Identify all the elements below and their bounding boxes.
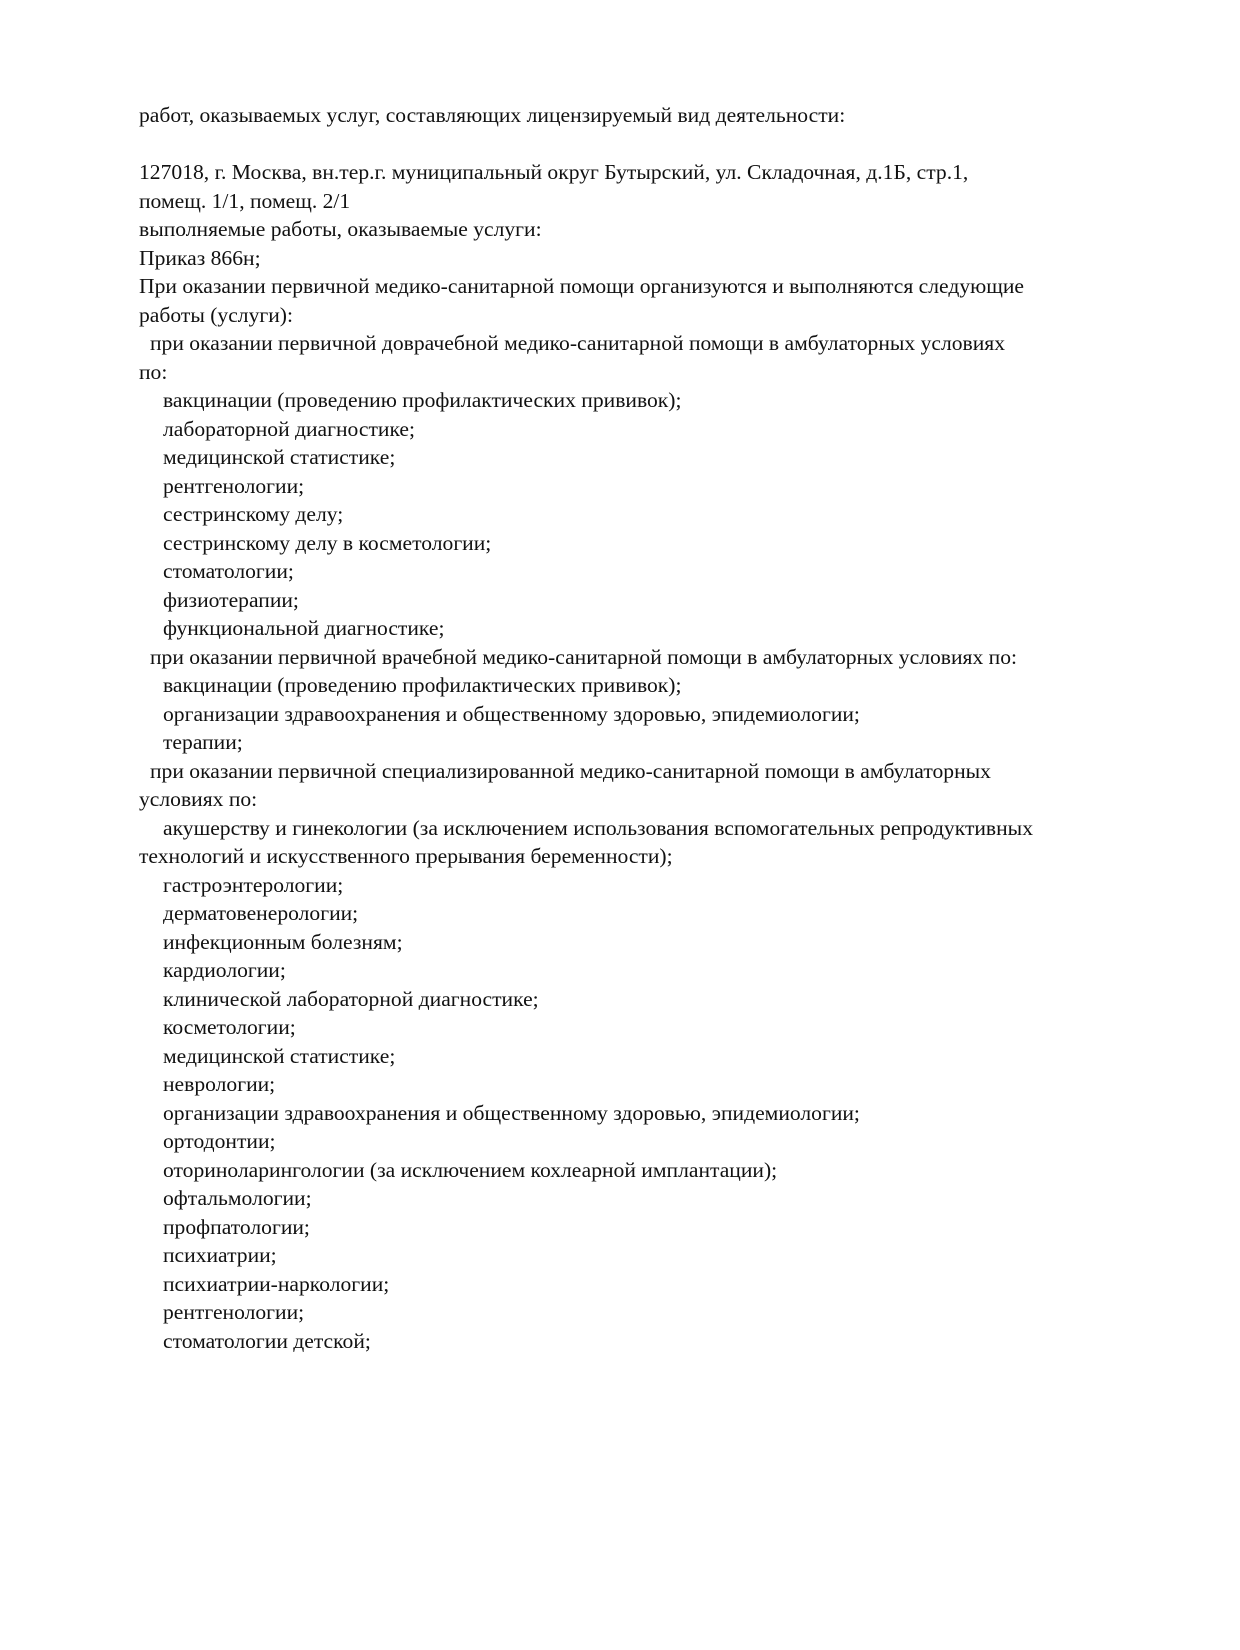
list-item: рентгенологии; <box>163 1300 305 1324</box>
list-item: стоматологии детской; <box>163 1328 371 1353</box>
list-item: неврологии; <box>163 1072 276 1096</box>
text-line: Приказ 866н; <box>139 245 261 270</box>
document-page <box>139 101 1139 1355</box>
list-item: инфекционным болезням; <box>163 929 403 954</box>
list-item: профпатологии; <box>163 1214 310 1239</box>
text-line: 127018, г. Москва, вн.тер.г. муниципальный округ Бутырский, ул. Складочная, д.1Б, стр.1, <box>139 160 969 184</box>
list-item: физиотерапии; <box>163 587 299 612</box>
list-item: психиатрии-наркологии; <box>163 1271 390 1296</box>
list-item: гастроэнтерологии; <box>163 872 344 897</box>
blank-line <box>139 130 1139 159</box>
document-body <box>139 158 1139 1355</box>
list-item: кардиологии; <box>163 958 286 982</box>
list-item: медицинской статистике; <box>163 445 396 469</box>
text-line: условиях по: <box>139 787 258 811</box>
list-item: косметологии; <box>163 1015 296 1039</box>
list-item: организации здравоохранения и общественному здоровью, эпидемиологии; <box>163 1100 860 1125</box>
section-subheading: при оказании первичной врачебной медико-санитарной помощи в амбулаторных условиях по: <box>150 644 1017 669</box>
list-item: лабораторной диагностике; <box>163 416 416 441</box>
list-item: вакцинации (проведению профилактических прививок); <box>163 673 682 697</box>
text-line: по: <box>139 359 168 384</box>
section-subheading: при оказании первичной доврачебной медико-санитарной помощи в амбулаторных условиях <box>150 331 1006 355</box>
list-item: медицинской статистике; <box>163 1043 396 1068</box>
text-line: технологий и искусственного прерывания беременности); <box>139 844 673 868</box>
list-item: функциональной диагностике; <box>163 616 445 640</box>
text-line: выполняемые работы, оказываемые услуги: <box>139 217 542 241</box>
list-item: дерматовенерологии; <box>163 901 359 925</box>
list-item: рентгенологии; <box>163 473 305 498</box>
list-item: оториноларингологии (за исключением кохлеарной имплантации); <box>163 1157 778 1182</box>
list-item: стоматологии; <box>163 559 294 583</box>
list-item: сестринскому делу в косметологии; <box>163 530 492 555</box>
list-item: организации здравоохранения и общественному здоровью, эпидемиологии; <box>163 701 860 726</box>
list-item: сестринскому делу; <box>163 502 344 526</box>
list-item: терапии; <box>163 730 243 754</box>
text-line: помещ. 1/1, помещ. 2/1 <box>139 188 351 213</box>
list-item: вакцинации (проведению профилактических прививок); <box>163 388 682 412</box>
list-item: клинической лабораторной диагностике; <box>163 986 539 1011</box>
text-line: При оказании первичной медико-санитарной помощи организуются и выполняются следующие <box>139 274 1025 298</box>
text-line: работы (услуги): <box>139 302 293 327</box>
list-item: акушерству и гинекологии (за исключением использования вспомогательных репродуктивных <box>163 815 1033 840</box>
list-item: офтальмологии; <box>163 1186 312 1210</box>
section-subheading: при оказании первичной специализированной медико-санитарной помощи в амбулаторных <box>150 758 991 783</box>
list-item: психиатрии; <box>163 1243 277 1267</box>
list-item: ортодонтии; <box>163 1129 276 1153</box>
intro-line: работ, оказываемых услуг, составляющих лицензируемый вид деятельности: <box>139 103 846 127</box>
